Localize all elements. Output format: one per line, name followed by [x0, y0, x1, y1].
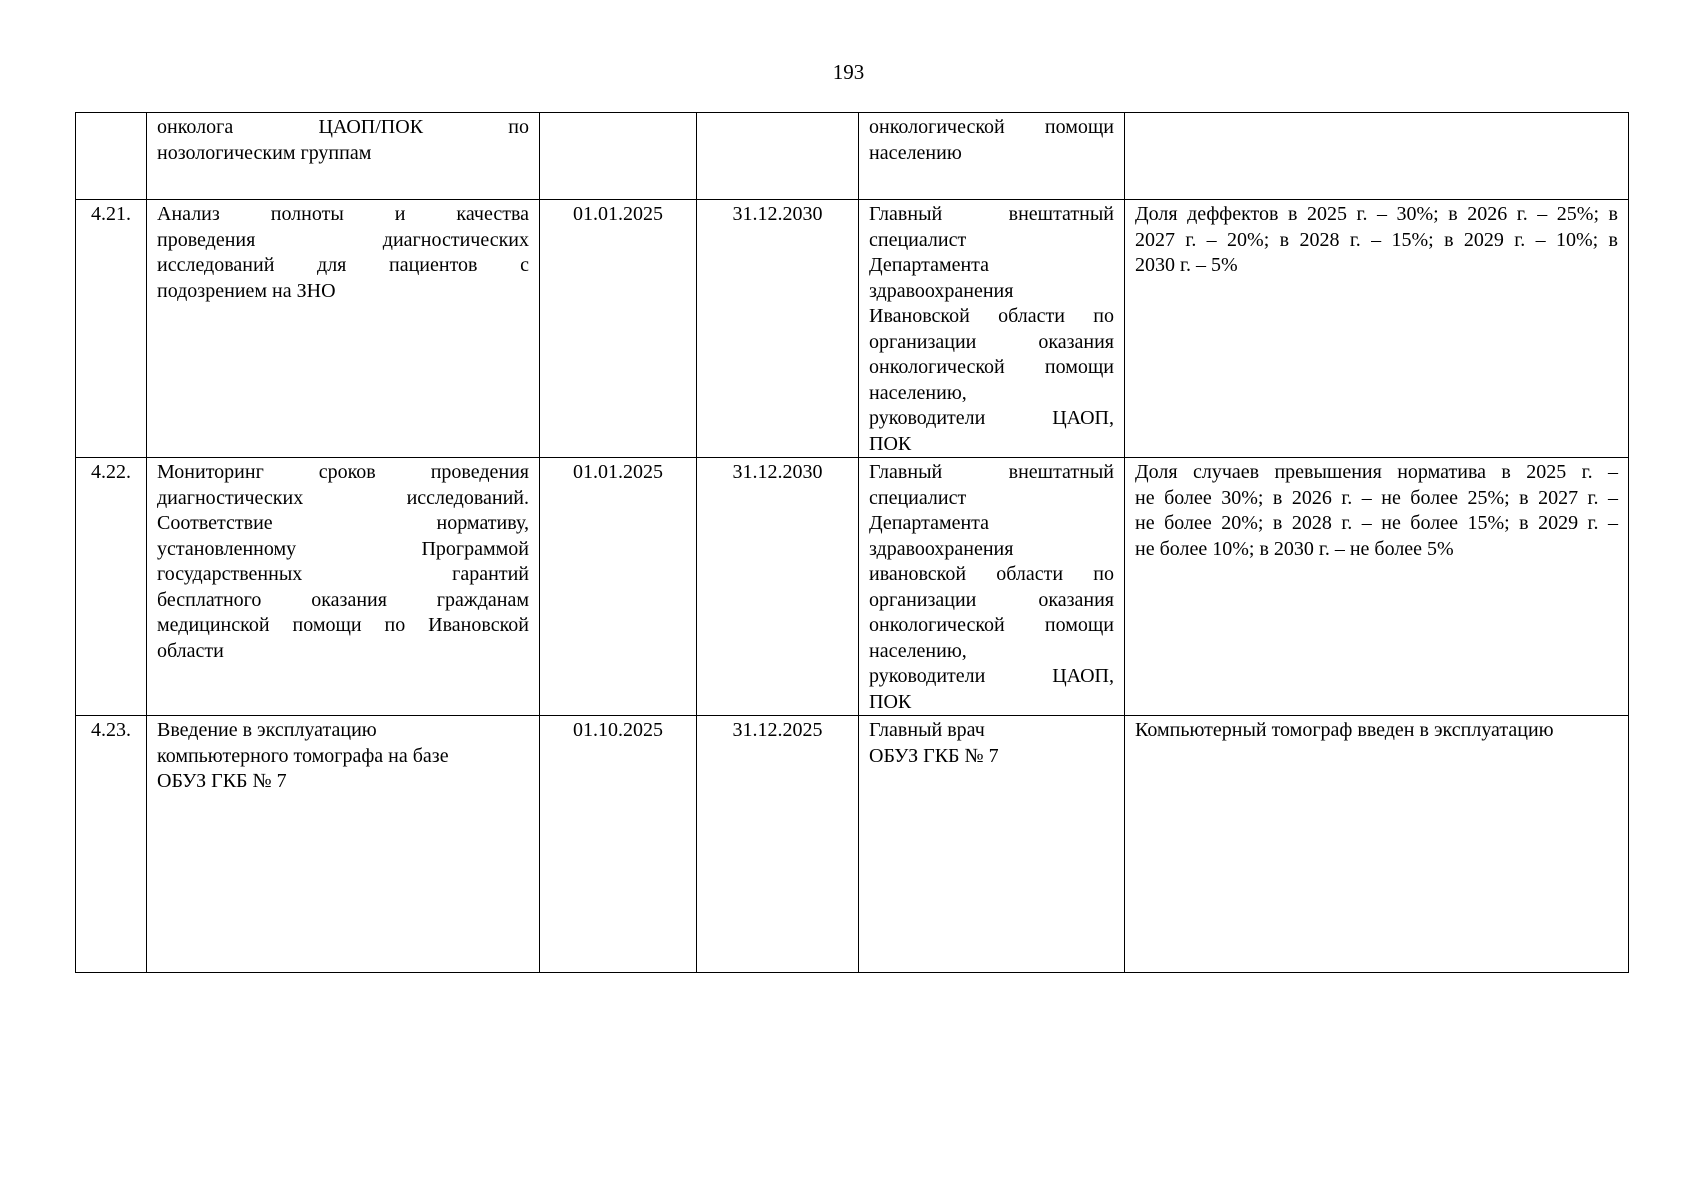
cell-text-line: онколога ЦАОП/ПОК по [157, 116, 529, 138]
cell-text-line: нозологическим группам [157, 141, 372, 164]
cell-text-line: ОБУЗ ГКБ № 7 [869, 744, 999, 767]
start-date-cell: 01.01.2025 [540, 458, 697, 716]
table-row [76, 113, 1629, 200]
cell-text-line: здравоохранения [869, 537, 1014, 560]
cell-text-line: не более 30%; в 2026 г. – не более 25%; в 2027 г. – [1135, 486, 1618, 509]
cell-text-line: онкологической помощи [869, 116, 1114, 138]
cell-text-line: специалист [869, 486, 967, 509]
row-number-cell: 4.22. [76, 458, 147, 716]
cell-text-line: Мониторинг сроков проведения [157, 461, 529, 483]
cell-text-line: Доля деффектов в 2025 г. – 30%; в 2026 г. – 25%; в [1135, 203, 1618, 225]
cell-text-line: Введение в эксплуатацию [157, 719, 377, 741]
cell-text-line: ПОК [869, 432, 912, 455]
cell-text-line: онкологической помощи [869, 614, 1114, 636]
cell-text-line: ОБУЗ ГКБ № 7 [157, 770, 287, 792]
indicator-cell [1125, 458, 1629, 716]
cell-text-line: исследований для пациентов с [157, 254, 529, 276]
cell-text-line: не более 20%; в 2028 г. – не более 15%; в 2029 г. – [1135, 512, 1618, 534]
start-date-cell [540, 113, 697, 200]
row-number-cell: 4.23. [76, 716, 147, 973]
cell-text-line: 2027 г. – 20%; в 2028 г. – 15%; в 2029 г. – 10%; в [1135, 228, 1618, 251]
cell-text-line: Главный внештатный [869, 203, 1114, 225]
row-number-cell [76, 113, 147, 200]
cell-text-line: организации оказания [869, 330, 1114, 353]
cell-text-line: проведения диагностических [157, 228, 529, 251]
table-row [76, 716, 1629, 973]
cell-text-line: населению, [869, 381, 967, 404]
cell-text-line: не более 10%; в 2030 г. – не более 5% [1135, 537, 1454, 560]
responsible-cell [859, 200, 1125, 458]
end-date-cell: 31.12.2030 [697, 200, 859, 458]
cell-text-line: ПОК [869, 690, 912, 713]
cell-text-line: Анализ полноты и качества [157, 203, 529, 225]
start-date-cell: 01.10.2025 [540, 716, 697, 973]
indicator-cell [1125, 113, 1629, 200]
end-date-cell: 31.12.2030 [697, 458, 859, 716]
activity-cell [147, 716, 540, 973]
cell-text-line: 2030 г. – 5% [1135, 254, 1238, 276]
cell-text-line: области [157, 639, 224, 662]
responsible-cell [859, 113, 1125, 200]
responsible-cell [859, 716, 1125, 973]
cell-text-line: Соответствие нормативу, [157, 512, 529, 534]
cell-text-line: руководители ЦАОП, [869, 665, 1114, 687]
cell-text-line: Главный внештатный [869, 461, 1114, 483]
table-row [76, 458, 1629, 716]
cell-text-line: населению [869, 141, 962, 164]
row-number-cell: 4.21. [76, 200, 147, 458]
cell-text-line: специалист [869, 228, 967, 251]
activity-cell [147, 458, 540, 716]
cell-text-line: населению, [869, 639, 967, 662]
indicator-cell [1125, 200, 1629, 458]
table-row [76, 200, 1629, 458]
cell-text-line: руководители ЦАОП, [869, 407, 1114, 429]
page-number: 193 [832, 60, 865, 84]
cell-text-line: Департамента [869, 512, 990, 534]
responsible-cell [859, 458, 1125, 716]
cell-text-line: здравоохранения [869, 279, 1014, 302]
cell-text-line: установленному Программой [157, 537, 529, 560]
action-plan-table [75, 112, 1629, 973]
activity-cell [147, 200, 540, 458]
cell-text-line: Ивановской области по [869, 305, 1114, 327]
cell-text-line: медицинской помощи по Ивановской [157, 614, 529, 636]
start-date-cell: 01.01.2025 [540, 200, 697, 458]
indicator-cell [1125, 716, 1629, 973]
cell-text-line: Компьютерный томограф введен в эксплуатацию [1135, 719, 1554, 741]
cell-text-line: государственных гарантий [157, 563, 529, 585]
cell-text-line: подозрением на ЗНО [157, 279, 336, 302]
cell-text-line: онкологической помощи [869, 356, 1114, 378]
cell-text-line: Доля случаев превышения норматива в 2025 г. – [1135, 461, 1618, 483]
cell-text-line: организации оказания [869, 588, 1114, 611]
activity-cell [147, 113, 540, 200]
end-date-cell: 31.12.2025 [697, 716, 859, 973]
cell-text-line: ивановской области по [869, 563, 1114, 585]
cell-text-line: Главный врач [869, 719, 985, 741]
cell-text-line: Департамента [869, 254, 990, 276]
cell-text-line: компьютерного томографа на базе [157, 744, 449, 767]
cell-text-line: диагностических исследований. [157, 486, 529, 509]
end-date-cell [697, 113, 859, 200]
cell-text-line: бесплатного оказания гражданам [157, 588, 529, 611]
